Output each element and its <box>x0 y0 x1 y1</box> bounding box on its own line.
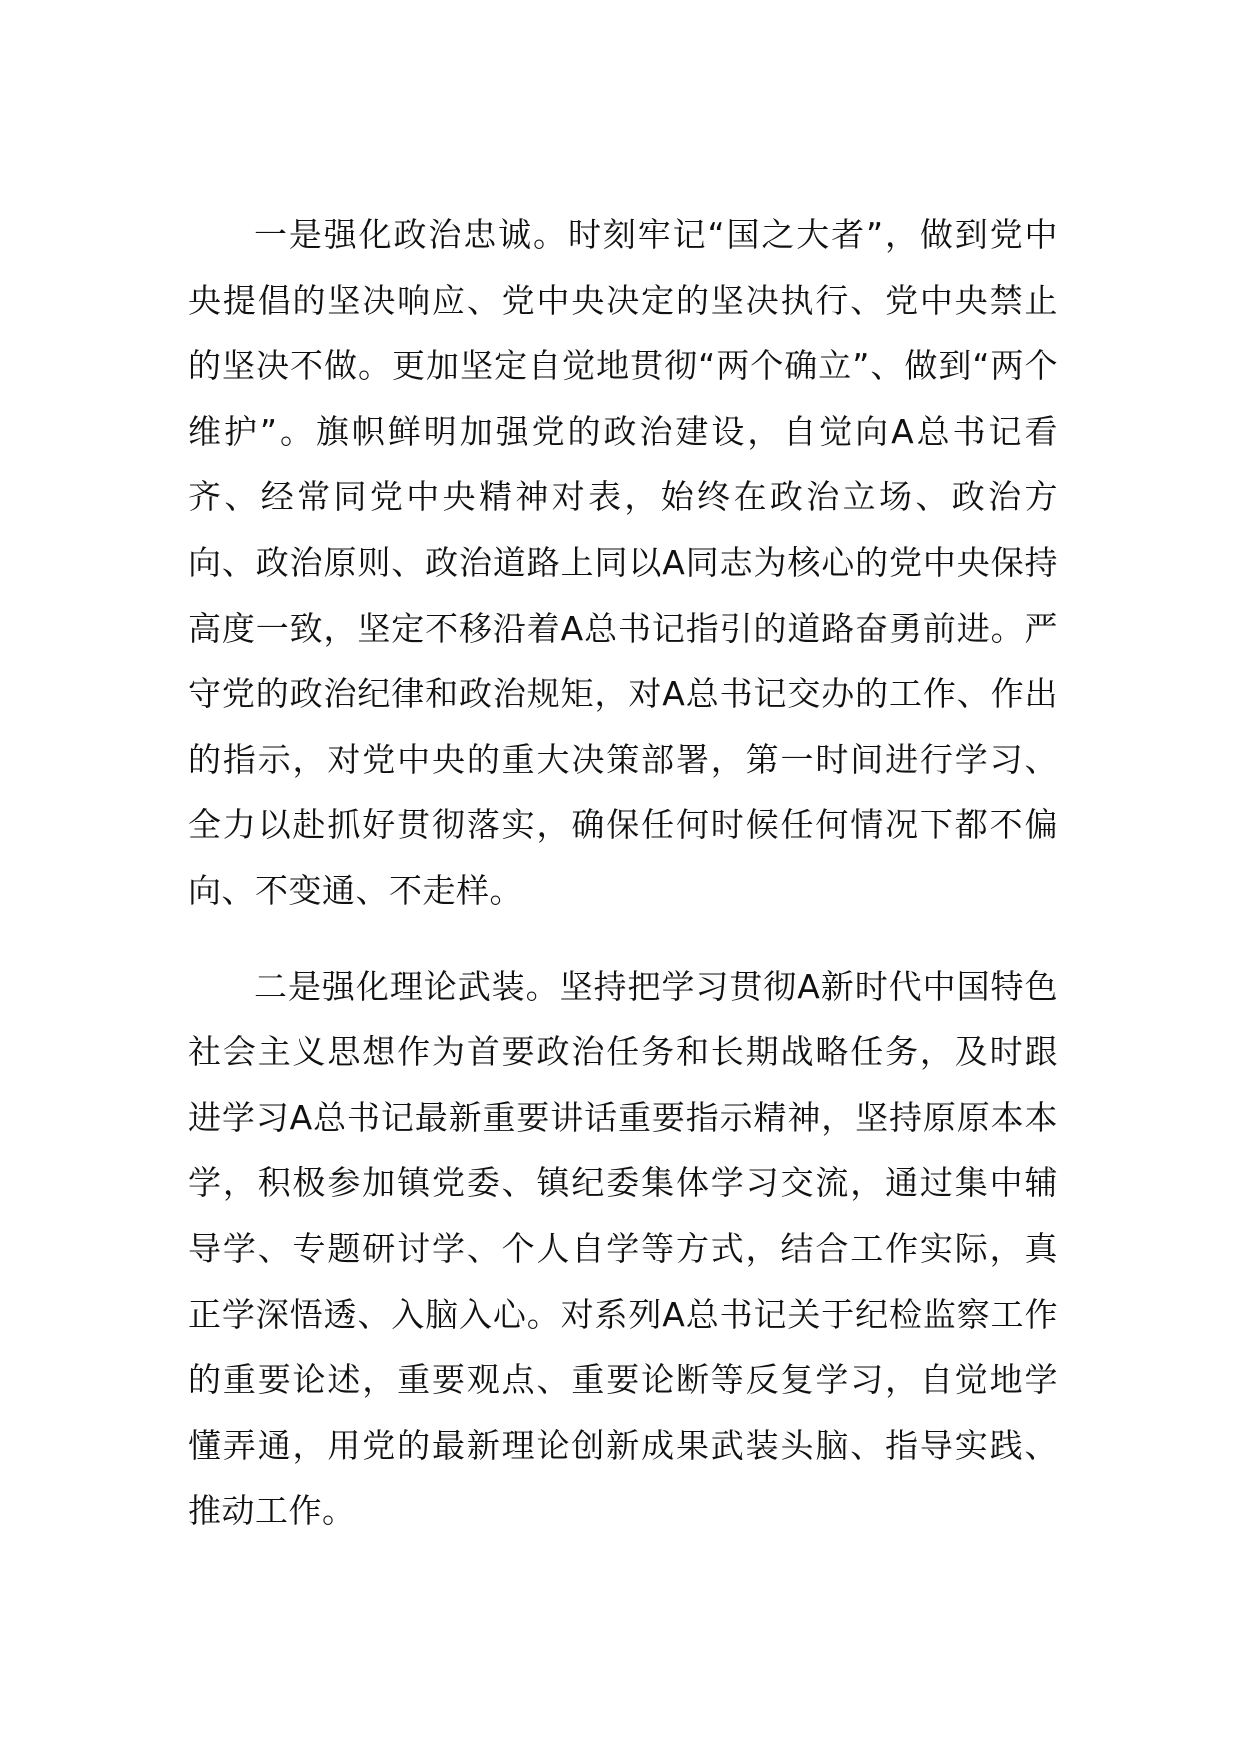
paragraph-theoretical-armament: 二是强化理论武装。坚持把学习贯彻A新时代中国特色社会主义思想作为首要政治任务和长期战略任务，及时跟进学习A总书记最新重要讲话重要指示精神，坚持原原本本学，积极参加镇党委、镇纪委集体学习交流，通过集中辅导学、专题研讨学、个人自学等方式，结合工作实际，真正学深悟透、入脑入心。对系列A总书记关于纪检监察工作的重要论述，重要观点、重要论断等反复学习，自觉地学懂弄通，用党的最新理论创新成果武装头脑、指导实践、推动工作。 <box>188 966 1058 1531</box>
document-body <box>188 202 1058 1544</box>
paragraph-political-loyalty: 一是强化政治忠诚。时刻牢记“国之大者”，做到党中央提倡的坚决响应、党中央决定的坚决执行、党中央禁止的坚决不做。更加坚定自觉地贯彻“两个确立”、做到“两个维护”。旗帜鲜明加强党的政治建设，自觉向A总书记看齐、经常同党中央精神对表，始终在政治立场、政治方向、政治原则、政治道路上同以A同志为核心的党中央保持高度一致，坚定不移沿着A总书记指引的道路奋勇前进。严守党的政治纪律和政治规矩，对A总书记交办的工作、作出的指示，对党中央的重大决策部署，第一时间进行学习、全力以赴抓好贯彻落实，确保任何时候任何情况下都不偏向、不变通、不走样。 <box>188 215 1058 910</box>
